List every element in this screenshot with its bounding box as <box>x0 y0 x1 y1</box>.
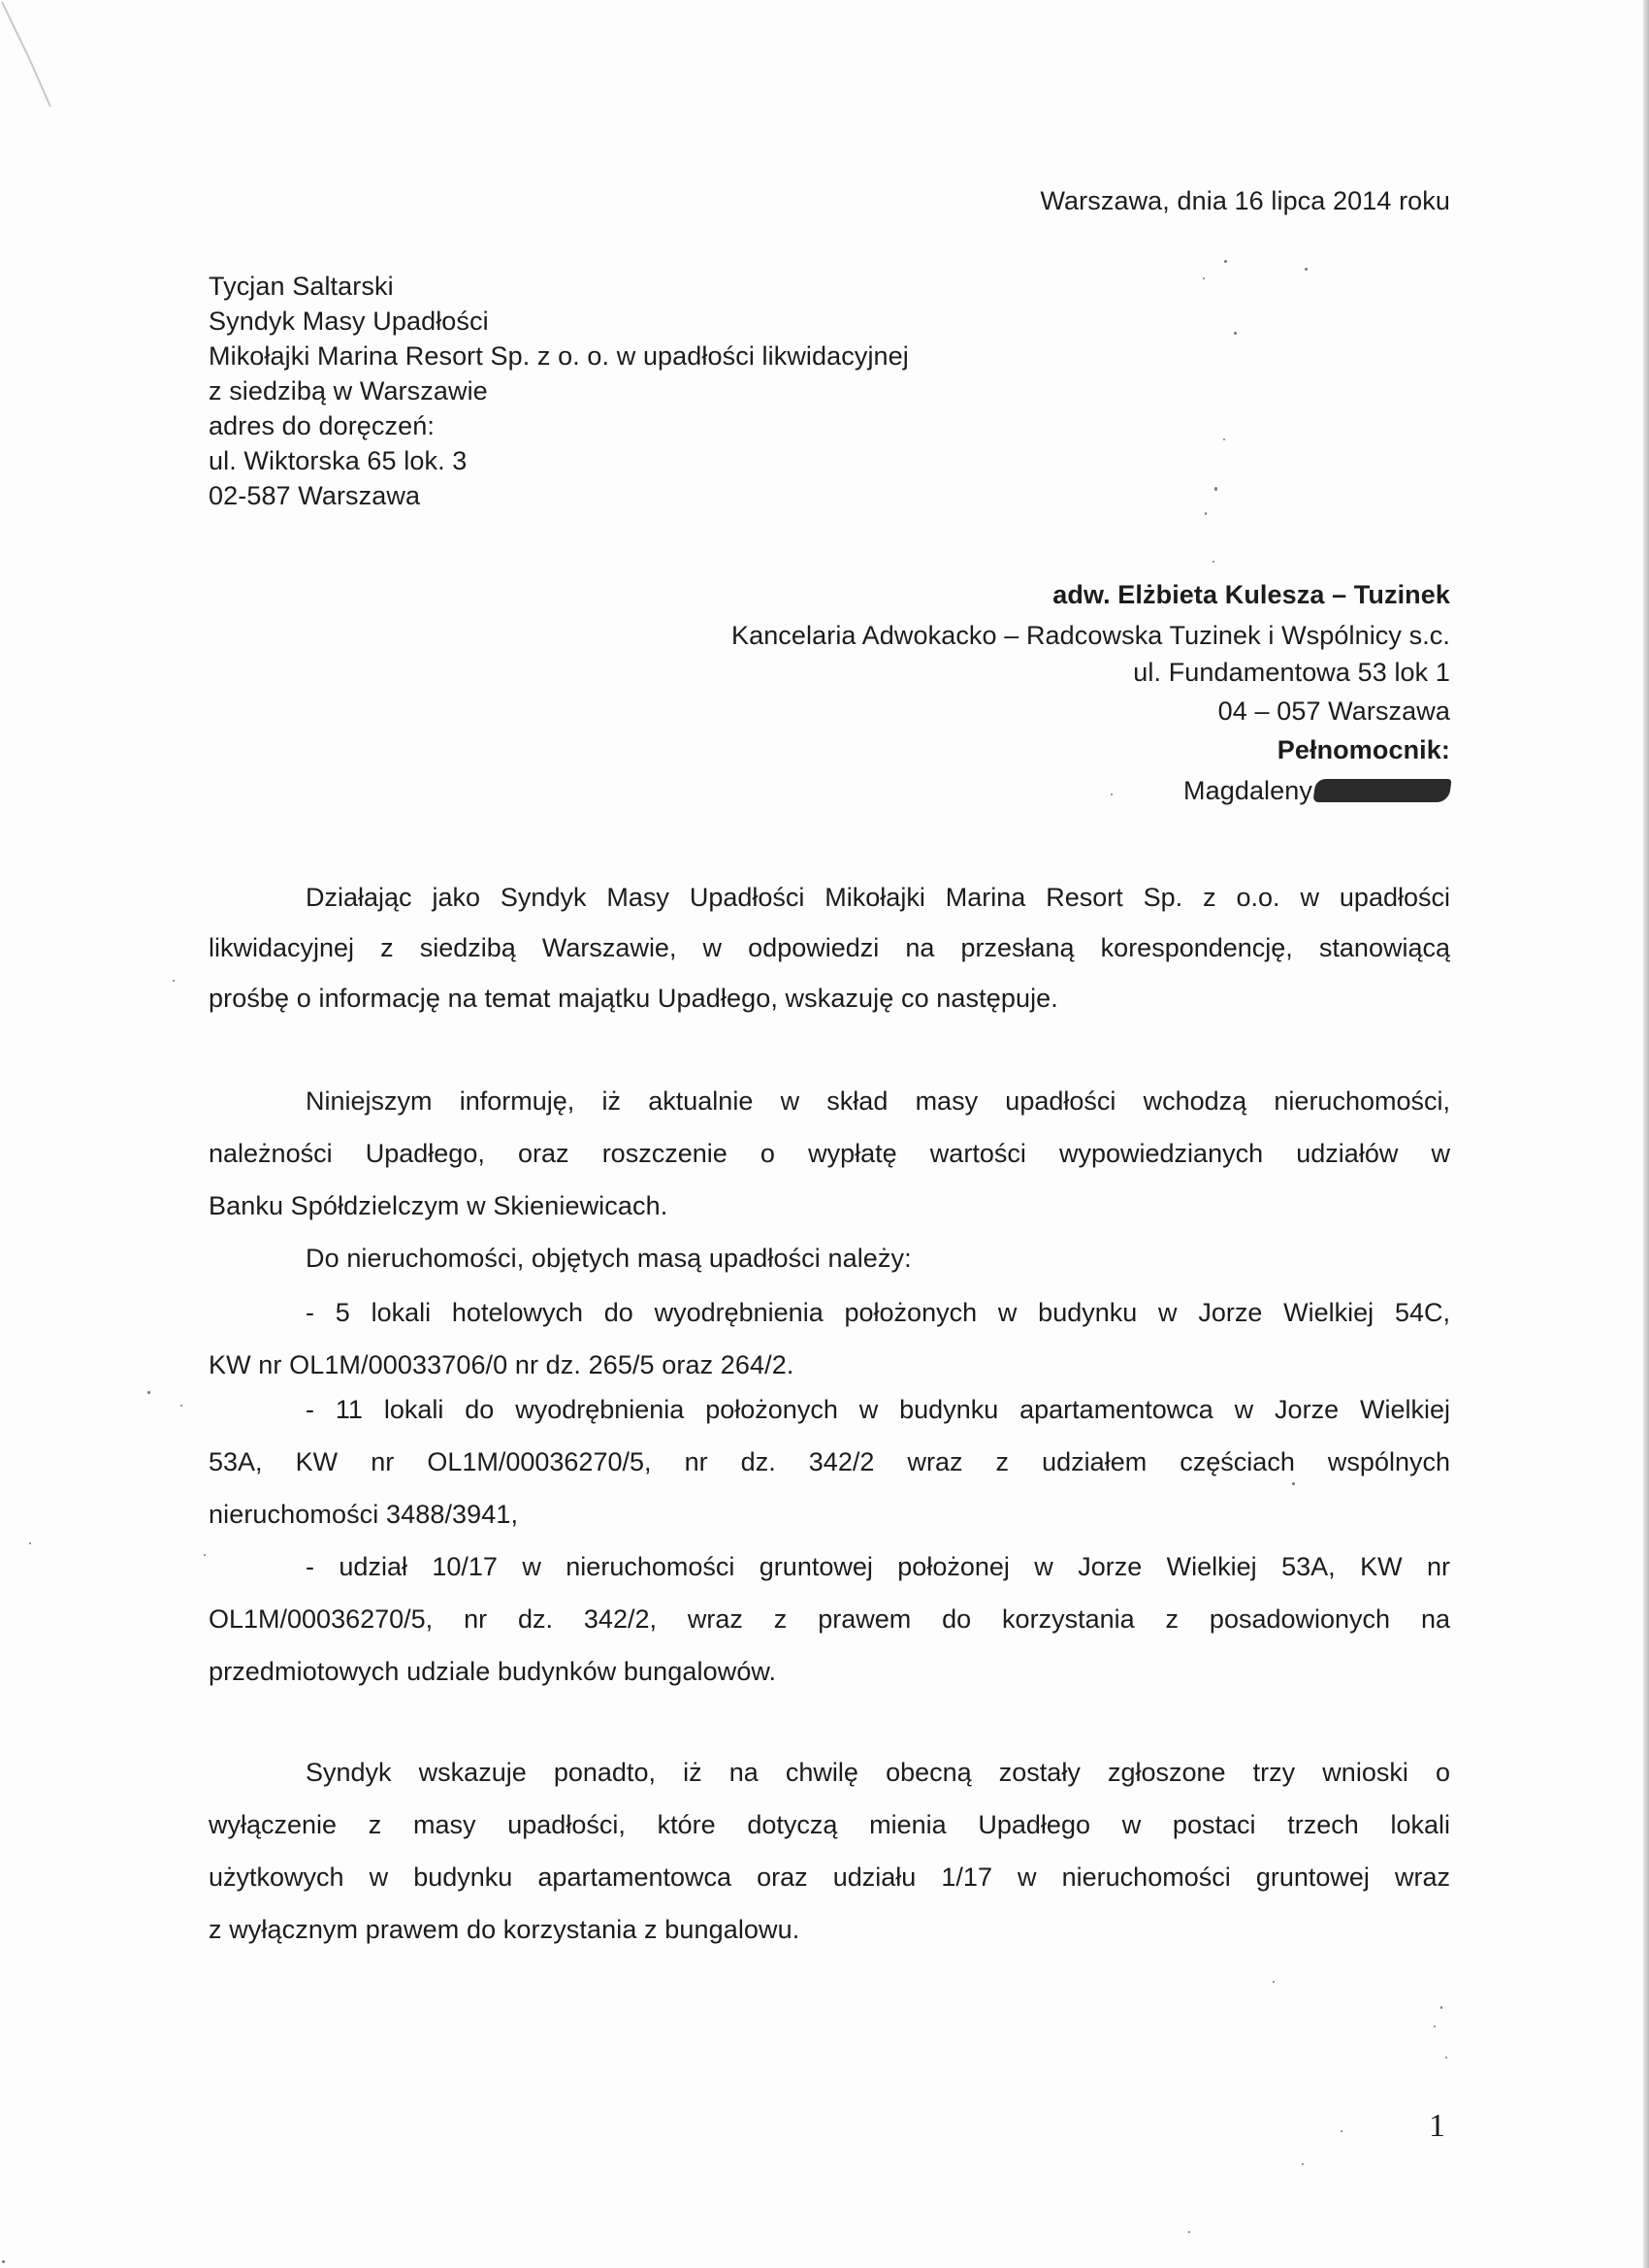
paragraph-1-line-2: likwidacyjnej z siedzibą Warszawie, w odpowiedzi na przesłaną korespondencję, stanowiącą <box>209 933 1450 962</box>
recipient-firm: Kancelaria Adwokacko – Radcowska Tuzinek i Wspólnicy s.c. <box>730 621 1450 650</box>
scan-edge-shadow <box>1643 0 1649 2268</box>
property-list-intro: Do nieruchomości, objętych masą upadłości należy: <box>306 1244 912 1273</box>
recipient-client-line <box>1183 774 1450 807</box>
sender-company: Mikołajki Marina Resort Sp. z o. o. w upadłości likwidacyjnej <box>209 341 909 371</box>
paragraph-4-line-2: wyłączenie z masy upadłości, które dotyczą mienia Upadłego w postaci trzech lokali <box>209 1810 1450 1839</box>
sender-city: 02-587 Warszawa <box>209 481 421 510</box>
paragraph-2-line-1: Niniejszym informuję, iż aktualnie w skład masy upadłości wchodzą nieruchomości, <box>306 1086 1450 1116</box>
paragraph-4-line-3: użytkowych w budynku apartamentowca oraz udziału 1/17 w nieruchomości gruntowej wraz <box>209 1863 1450 1892</box>
property-item-2-line-3: nieruchomości 3488/3941, <box>209 1500 519 1529</box>
property-item-3-line-2: OL1M/00036270/5, nr dz. 342/2, wraz z prawem do korzystania z posadowionych na <box>209 1604 1450 1634</box>
paragraph-1-line-3: prośbę o informację na temat majątku Upadłego, wskazuję co następuje. <box>209 984 1058 1013</box>
property-item-3-line-3: przedmiotowych udziale budynków bungalowów. <box>209 1657 777 1686</box>
sender-seat: z siedzibą w Warszawie <box>209 376 488 405</box>
recipient-name: adw. Elżbieta Kulesza – Tuzinek <box>1052 580 1450 609</box>
sender-title: Syndyk Masy Upadłości <box>209 307 489 336</box>
paragraph-1-line-1: Działając jako Syndyk Masy Upadłości Mikołajki Marina Resort Sp. z o.o. w upadłości <box>306 883 1450 912</box>
recipient-role: Pełnomocnik: <box>1277 735 1450 764</box>
date-line: Warszawa, dnia 16 lipca 2014 roku <box>1040 186 1450 215</box>
recipient-city: 04 – 057 Warszawa <box>1217 697 1450 726</box>
property-item-1-line-1: - 5 lokali hotelowych do wyodrębnienia położonych w budynku w Jorze Wielkiej 54C, <box>306 1298 1450 1327</box>
redaction-mark <box>1312 779 1451 802</box>
page-number: 1 <box>1429 2108 1445 2144</box>
paragraph-4-line-4: z wyłącznym prawem do korzystania z bungalowu. <box>209 1915 800 1944</box>
paragraph-4-line-1: Syndyk wskazuje ponadto, iż na chwilę obecną zostały zgłoszone trzy wnioski o <box>306 1758 1450 1787</box>
recipient-street: ul. Fundamentowa 53 lok 1 <box>1133 658 1450 687</box>
sender-street: ul. Wiktorska 65 lok. 3 <box>209 446 468 475</box>
paragraph-2-line-3: Banku Spółdzielczym w Skieniewicach. <box>209 1191 668 1220</box>
property-item-3-line-1: - udział 10/17 w nieruchomości gruntowej położonej w Jorze Wielkiej 53A, KW nr <box>306 1552 1450 1581</box>
property-item-2-line-1: - 11 lokali do wyodrębnienia położonych w budynku apartamentowca w Jorze Wielkiej <box>306 1395 1450 1424</box>
recipient-client: Magdaleny <box>1183 776 1312 805</box>
sender-address-label: adres do doręczeń: <box>209 411 435 440</box>
paragraph-2-line-2: należności Upadłego, oraz roszczenie o wypłatę wartości wypowiedzianych udziałów w <box>209 1139 1450 1168</box>
property-item-2-line-2: 53A, KW nr OL1M/00036270/5, nr dz. 342/2 wraz z udziałem częściach wspólnych <box>209 1447 1450 1476</box>
property-item-1-line-2: KW nr OL1M/00033706/0 nr dz. 265/5 oraz 264/2. <box>209 1350 794 1379</box>
sender-name: Tycjan Saltarski <box>209 272 394 301</box>
corner-fold-mark <box>0 0 58 116</box>
